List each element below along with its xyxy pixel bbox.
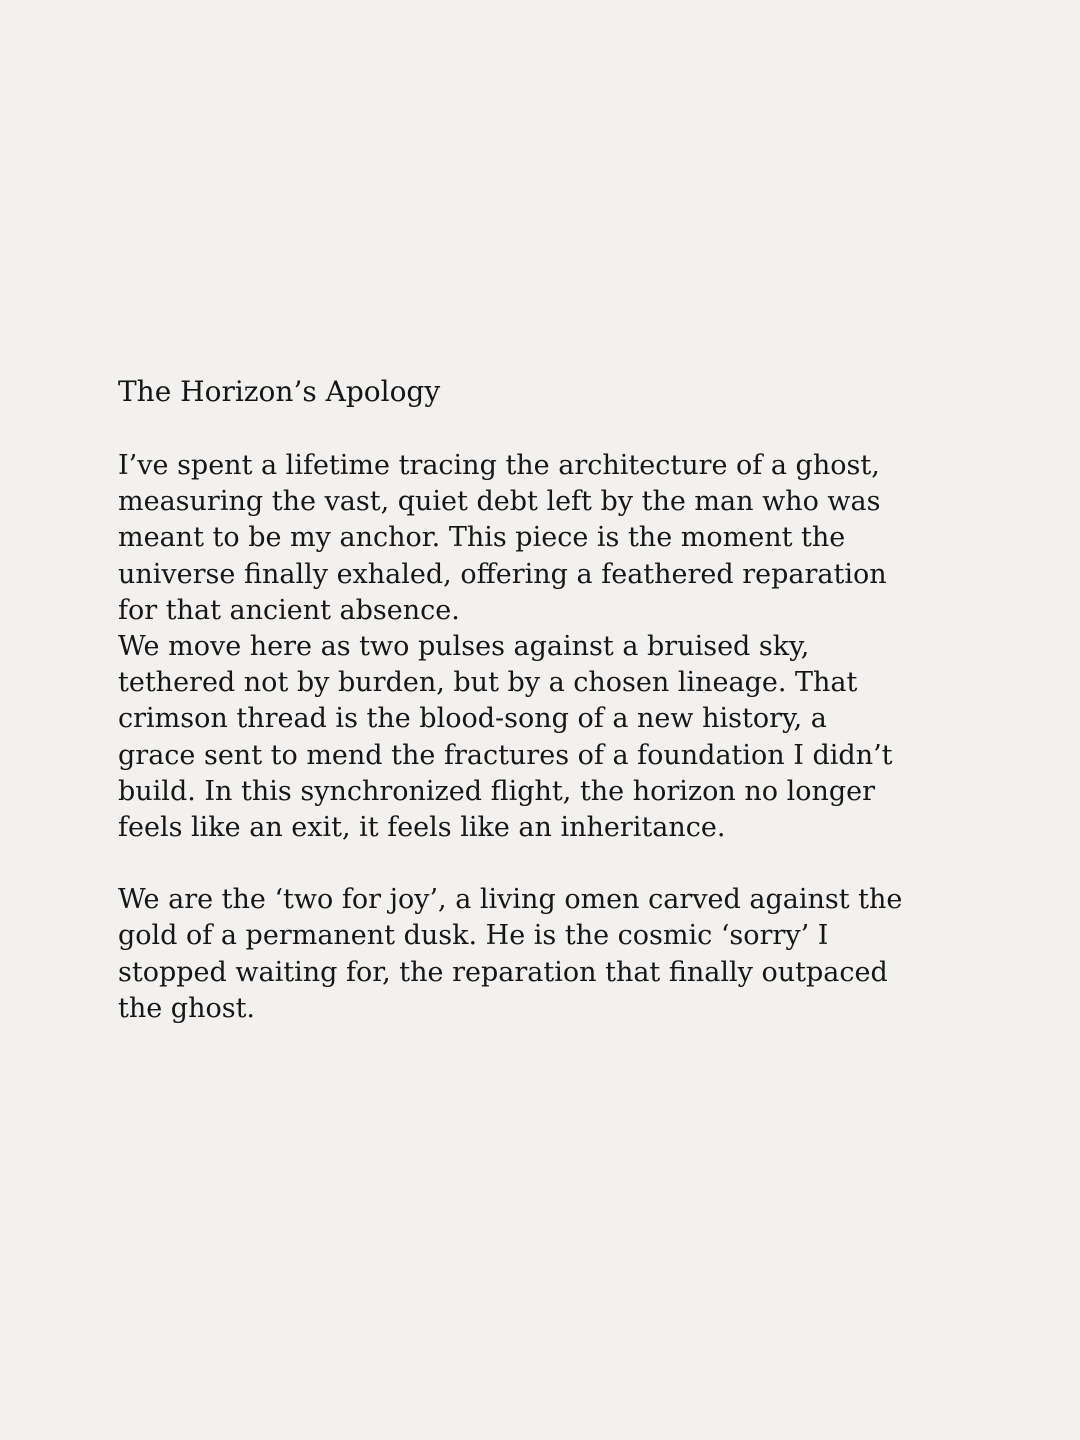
paragraph-line: grace sent to mend the fractures of a foundation I didn’t bbox=[118, 739, 893, 771]
paragraph-spacer bbox=[118, 846, 968, 882]
paragraph-line: I’ve spent a lifetime tracing the architecture of a ghost, bbox=[118, 450, 880, 481]
paragraph-line: gold of a permanent dusk. He is the cosmic ‘sorry’ I bbox=[118, 920, 829, 952]
paragraph-line: measuring the vast, quiet debt left by the man who was bbox=[118, 486, 881, 518]
title-spacer bbox=[118, 412, 968, 448]
paragraph-line: stopped waiting for, the reparation that finally outpaced bbox=[118, 956, 888, 988]
paragraph-line: for that ancient absence. bbox=[118, 594, 460, 626]
paragraph-line: feels like an exit, it feels like an inheritance. bbox=[118, 812, 726, 844]
paragraph-1 bbox=[118, 448, 968, 629]
paragraph-2 bbox=[118, 629, 968, 846]
paragraph-line: the ghost. bbox=[118, 992, 256, 1024]
paragraph-line: We move here as two pulses against a bruised sky, bbox=[118, 631, 810, 663]
paragraph-line: tethered not by burden, but by a chosen lineage. That bbox=[118, 667, 858, 699]
paragraph-line: universe finally exhaled, offering a feathered reparation bbox=[118, 558, 887, 590]
paragraph-line: meant to be my anchor. This piece is the moment the bbox=[118, 522, 846, 554]
document-title: The Horizon’s Apology bbox=[118, 375, 441, 408]
paragraph-3 bbox=[118, 882, 968, 1027]
paragraph-line: build. In this synchronized flight, the horizon no longer bbox=[118, 775, 876, 807]
paragraph-line: crimson thread is the blood-song of a new history, a bbox=[118, 703, 827, 735]
paragraph-line: We are the ‘two for joy’, a living omen carved against the bbox=[118, 884, 903, 916]
document-page bbox=[118, 372, 968, 1027]
